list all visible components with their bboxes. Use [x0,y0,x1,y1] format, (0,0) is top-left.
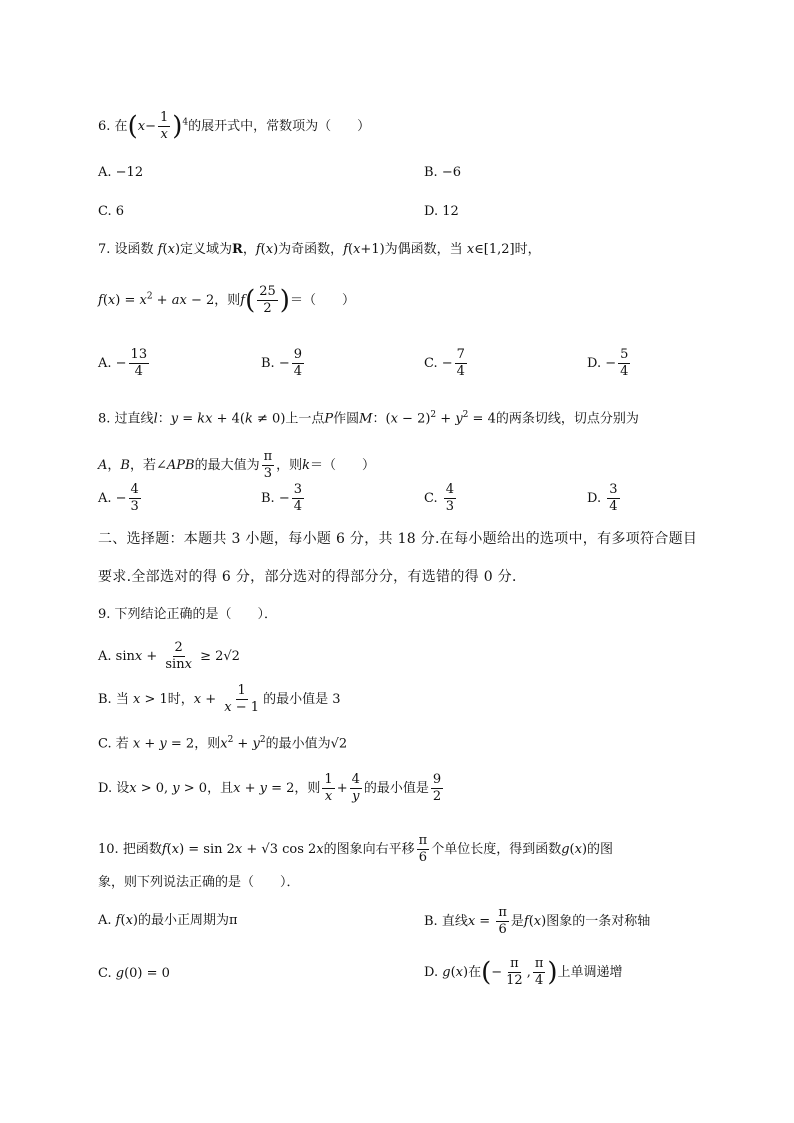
q6-stem: 6. 在(x− $\frac{1}{x}$ )$^4$的展开式中，常数项为（ ） [98,110,371,142]
q7-stem-line2: $f(x) = x^2$ + ax − 2，则f( $\frac{25}{2}$ )＝（ ） [98,284,355,316]
q8-option-c: C. $\frac{4}{3}$ [424,482,455,514]
q7-option-c: C. − $\frac{7}{4}$ [424,347,465,379]
q10-stem-line1: 10. 把函数f(x) = sin 2x + √3 cos 2x的图象向右平移 $\frac{\pi}{6}$ 个单位长度，得到函数g(x)的图 [98,833,614,865]
q8-option-d: D. $\frac{3}{4}$ [587,482,618,514]
section2-instructions-line1: 二、选择题：本题共 3 小题，每小题 6 分，共 18 分.在每小题给出的选项中，有多项符合题目 [98,531,698,547]
q10-number: 10. [98,842,119,857]
q6-option-d: D. 12 [424,204,459,219]
q9-option-a: A. sinx + $\frac{2}{\sin x}$ ≥ 2√2 [98,640,240,672]
q10-option-b: B. 直线x = $\frac{\pi}{6}$ 是f(x)图象的一条对称轴 [424,905,651,937]
q8-stem-line2: A，B，若∠APB的最大值为 $\frac{\pi}{3}$ ，则k＝（ ） [98,449,376,481]
q7-option-b: B. − $\frac{9}{4}$ [261,347,302,379]
q8-option-b: B. − $\frac{3}{4}$ [261,482,302,514]
q10-option-d: D. g(x)在(− $\frac{\pi}{12}$ , $\frac{\pi}{4}$ )上单调递增 [424,956,623,988]
section2-instructions-line2: 要求.全部选对的得 6 分，部分选对的得部分分，有选错的得 0 分． [98,569,527,585]
q8-stem-line1: 8. 过直线l：y = kx + 4(k ≠ 0)上一点P作圆M：$(x - 2)^2 + y^2 = 4$的两条切线，切点分别为 [98,410,639,427]
q6-option-b: B. −6 [424,165,461,180]
q10-option-a: A. f(x)的最小正周期为π [98,913,238,928]
q7-number: 7. [98,242,111,257]
q9-option-d: D. 设x > 0, y > 0，且x + y = 2，则 $\frac{1}{x}$ + $\frac{4}{y}$ 的最小值是 $\frac{9}{2}$ [98,772,442,804]
q9-number: 9. [98,607,111,622]
q6-option-a: A. −12 [98,165,144,180]
q8-option-a: A. − $\frac{4}{3}$ [98,482,139,514]
q6-option-c: C. 6 [98,204,125,219]
q9-option-b: B. 当 x > 1时，x + $\frac{1}{x - 1}$ 的最小值是 3 [98,683,341,715]
q7-option-d: D. − $\frac{5}{4}$ [587,347,629,379]
q7-stem-line1: 7. 设函数 f(x)定义域为R，f(x)为奇函数，f(x+1)为偶函数，当 x∈[1,2]时， [98,242,541,257]
q9-option-c: C. 若 x + y = 2，则$x^2 + y^2$的最小值为√2 [98,735,348,752]
q10-stem-line2: 象，则下列说法正确的是（ ）． [98,875,300,890]
q8-number: 8. [98,411,111,427]
q10-option-c: C. g(0) = 0 [98,966,170,981]
q9-stem: 9. 下列结论正确的是（ ）． [98,607,278,622]
q6-number: 6. [98,119,111,134]
q7-option-a: A. − $\frac{13}{4}$ [98,347,148,379]
